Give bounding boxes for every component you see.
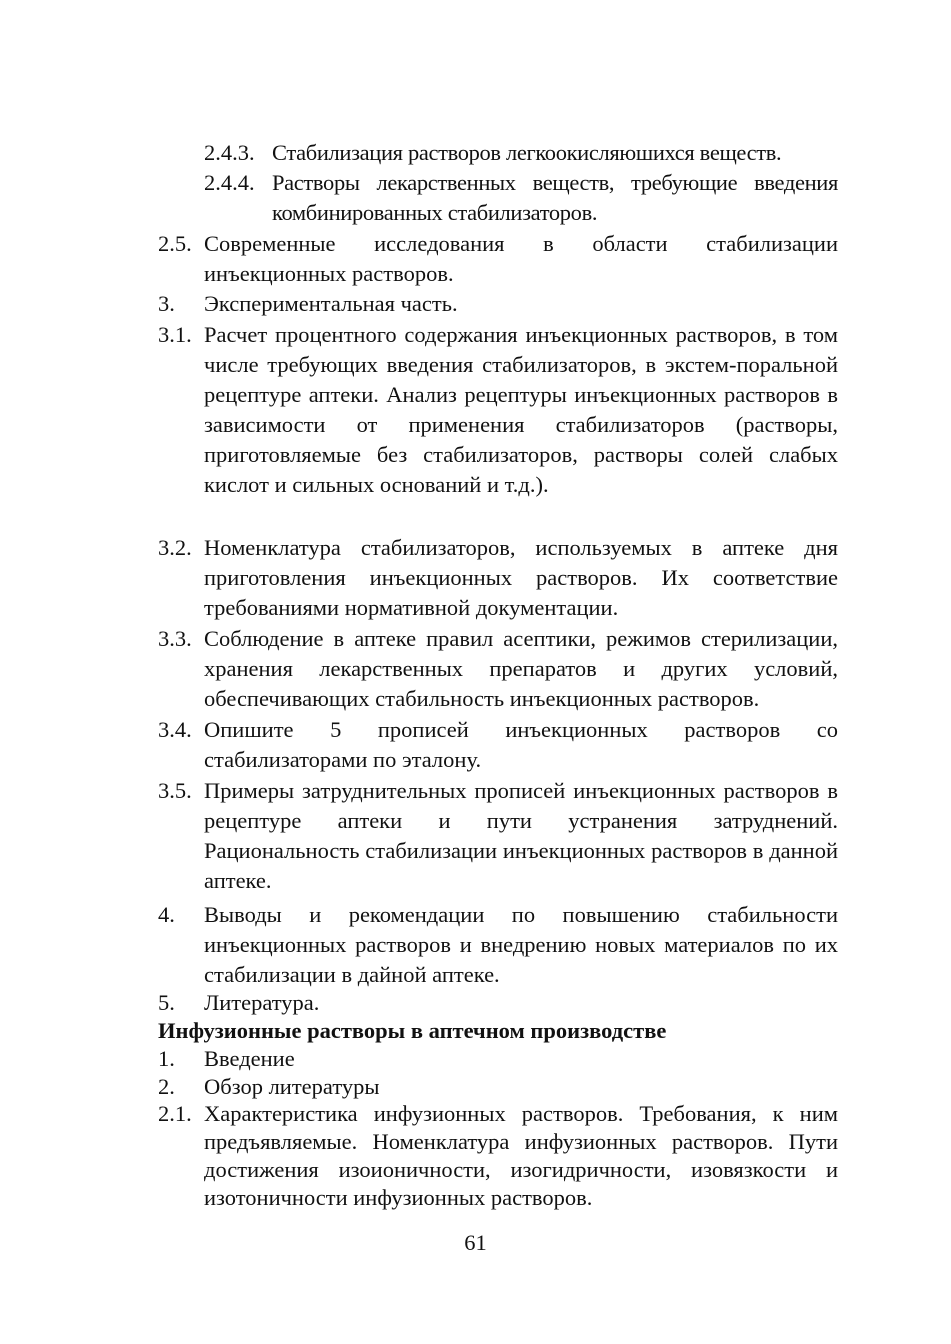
item-number: 3.4.: [158, 717, 192, 742]
list-item-5: [158, 988, 838, 1018]
item-text: Примеры затруднительных прописей инъекционных растворов в рецептуре аптеки и пути устранения затруднений. Рациональность стабилизации инъекционных растворов в данной аптеке.: [204, 778, 838, 893]
list-item-4: [158, 900, 838, 990]
section-item-1: [158, 1045, 838, 1073]
item-text: Соблюдение в аптеке правил асептики, режимов стерилизации, хранения лекарственных препаратов и других условий, обеспечивающих стабильность инъекционных растворов.: [204, 626, 838, 711]
list-item-2-4-4: [204, 168, 838, 228]
item-text: Введение: [204, 1046, 295, 1071]
section-item-2: [158, 1073, 838, 1101]
list-item-2-4-3: [204, 138, 838, 168]
item-number: 2.4.3.: [204, 140, 255, 165]
item-number: 2.: [158, 1074, 175, 1099]
item-text: Экспериментальная часть.: [204, 291, 458, 316]
page-number: 61: [464, 1230, 487, 1255]
item-text: Номенклатура стабилизаторов, используемых в аптеке дня приготовления инъекционных растворов. Их соответствие требованиями нормативной документации.: [204, 535, 838, 620]
item-number: 4.: [158, 902, 175, 927]
item-number: 2.5.: [158, 231, 192, 256]
item-text: Выводы и рекомендации по повышению стабильности инъекционных растворов и внедрению новых материалов по их стабилизации в дайной аптеке.: [204, 902, 838, 987]
item-number: 3.1.: [158, 322, 192, 347]
section-item-2-1: [158, 1100, 838, 1212]
list-item-3-5: [158, 776, 838, 896]
item-number: 2.1.: [158, 1101, 192, 1126]
list-item-3-2: [158, 533, 838, 623]
list-item-3-1: [158, 320, 838, 500]
list-item-2-5: [158, 229, 838, 289]
item-number: 3.3.: [158, 626, 192, 651]
item-number: 5.: [158, 990, 175, 1015]
item-number: 3.2.: [158, 535, 192, 560]
item-text: Характеристика инфузионных растворов. Требования, к ним предъявляемые. Номенклатура инфузионных растворов. Пути достижения изоионичности, изогидричности, изовязкости и изотоничности инфузионных растворов.: [204, 1101, 838, 1210]
item-text: Опишите 5 прописей инъекционных растворов со стабилизаторами по эталону.: [204, 717, 838, 772]
item-number: 1.: [158, 1046, 175, 1071]
item-text: Современные исследования в области стабилизации инъекционных растворов.: [204, 231, 838, 286]
section-heading: Инфузионные растворы в аптечном производстве: [158, 1018, 667, 1043]
item-text: Стабилизация растворов легкоокисляюшихся веществ.: [272, 140, 782, 165]
item-text: Растворы лекарственных веществ, требующие введения комбинированных стабилизаторов.: [272, 170, 838, 225]
item-text: Литература.: [204, 990, 320, 1015]
item-number: 2.4.4.: [204, 170, 255, 195]
list-item-3-3: [158, 624, 838, 714]
item-number: 3.: [158, 291, 175, 316]
item-text: Обзор литературы: [204, 1074, 380, 1099]
list-item-3-4: [158, 715, 838, 775]
item-text: Расчет процентного содержания инъекционных растворов, в том числе требующих введения стабилизаторов, в экстем-поральной рецептуре аптеки. Анализ рецептуры инъекционных растворов в зависимости от применения стабилизаторов (растворы, приготовляемые без стабилизаторов, растворы солей слабых кислот и сильных оснований и т.д.).: [204, 322, 838, 497]
list-item-3: [158, 289, 838, 319]
item-number: 3.5.: [158, 778, 192, 803]
